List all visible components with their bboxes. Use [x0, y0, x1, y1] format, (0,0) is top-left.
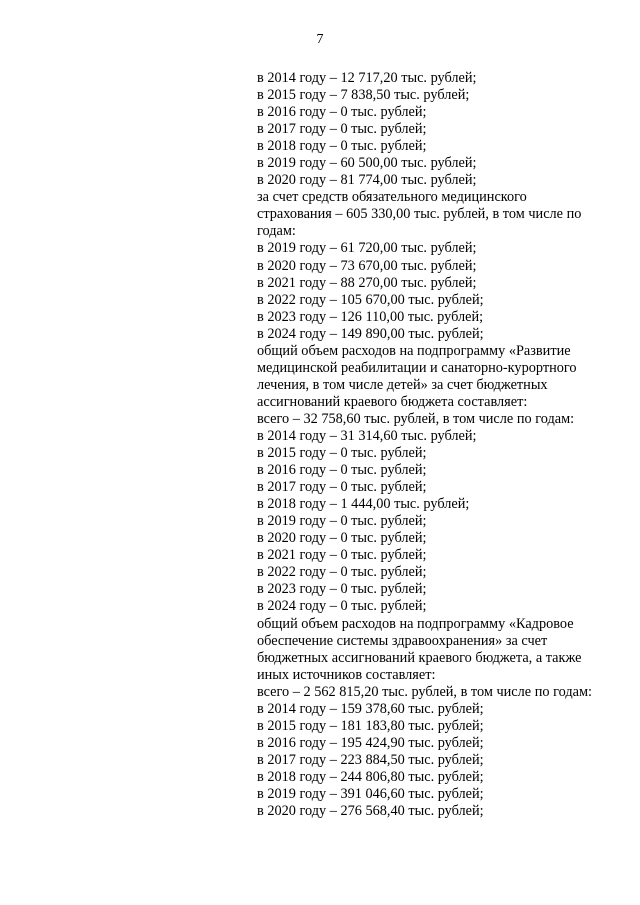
text-line: в 2024 году – 0 тыс. рублей; [257, 598, 427, 615]
text-line: в 2020 году – 276 568,40 тыс. рублей; [257, 803, 484, 820]
text-line: медицинской реабилитации и санаторно-курортного [257, 359, 577, 376]
text-line: в 2017 году – 0 тыс. рублей; [257, 479, 427, 496]
text-line: в 2015 году – 181 183,80 тыс. рублей; [257, 717, 484, 734]
text-line: иных источников составляет: [257, 666, 436, 683]
text-line: в 2021 году – 0 тыс. рублей; [257, 547, 427, 564]
text-line: за счет средств обязательного медицинского [257, 189, 527, 206]
text-line: в 2019 году – 60 500,00 тыс. рублей; [257, 155, 477, 172]
text-line: в 2014 году – 12 717,20 тыс. рублей; [257, 70, 477, 86]
text-line: в 2017 году – 223 884,50 тыс. рублей; [257, 751, 484, 768]
document-body [257, 70, 627, 820]
text-line: в 2018 году – 1 444,00 тыс. рублей; [257, 496, 470, 513]
text-line: в 2024 году – 149 890,00 тыс. рублей; [257, 325, 484, 342]
text-line: в 2017 году – 0 тыс. рублей; [257, 121, 427, 138]
text-line: в 2022 году – 0 тыс. рублей; [257, 564, 427, 581]
text-line: лечения, в том числе детей» за счет бюджетных [257, 376, 548, 393]
text-line: в 2020 году – 73 670,00 тыс. рублей; [257, 257, 477, 274]
text-line: обеспечение системы здравоохранения» за счет [257, 632, 548, 649]
text-line: в 2019 году – 0 тыс. рублей; [257, 513, 427, 530]
text-line: ассигнований краевого бюджета составляет: [257, 393, 528, 410]
text-line: в 2019 году – 391 046,60 тыс. рублей; [257, 785, 484, 802]
text-line: в 2014 году – 159 378,60 тыс. рублей; [257, 700, 484, 717]
page-number: 7 [316, 32, 324, 47]
text-line: бюджетных ассигнований краевого бюджета, а также [257, 649, 582, 666]
text-line: в 2021 году – 88 270,00 тыс. рублей; [257, 274, 477, 291]
text-line: общий объем расходов на подпрограмму «Развитие [257, 342, 571, 359]
text-line: в 2015 году – 0 тыс. рублей; [257, 445, 427, 462]
text-line: в 2015 году – 7 838,50 тыс. рублей; [257, 87, 470, 104]
text-line: в 2018 году – 0 тыс. рублей; [257, 138, 427, 155]
text-line: в 2014 году – 31 314,60 тыс. рублей; [257, 427, 477, 444]
text-line: в 2020 году – 0 тыс. рублей; [257, 530, 427, 547]
text-line: в 2022 году – 105 670,00 тыс. рублей; [257, 291, 484, 308]
text-line: в 2020 году – 81 774,00 тыс. рублей; [257, 172, 477, 189]
text-line: в 2023 году – 126 110,00 тыс. рублей; [257, 308, 484, 325]
text-line: в 2016 году – 0 тыс. рублей; [257, 104, 427, 121]
text-line: в 2016 году – 195 424,90 тыс. рублей; [257, 734, 484, 751]
text-line: годам: [257, 223, 296, 240]
text-line: общий объем расходов на подпрограмму «Кадровое [257, 615, 574, 632]
text-line: страхования – 605 330,00 тыс. рублей, в том числе по [257, 206, 582, 223]
text-line: в 2016 году – 0 тыс. рублей; [257, 462, 427, 479]
text-line: в 2023 году – 0 тыс. рублей; [257, 581, 427, 598]
text-line: всего – 32 758,60 тыс. рублей, в том числе по годам: [257, 410, 575, 427]
text-line: всего – 2 562 815,20 тыс. рублей, в том числе по годам: [257, 683, 592, 700]
text-line: в 2018 году – 244 806,80 тыс. рублей; [257, 768, 484, 785]
text-line: в 2019 году – 61 720,00 тыс. рублей; [257, 240, 477, 257]
